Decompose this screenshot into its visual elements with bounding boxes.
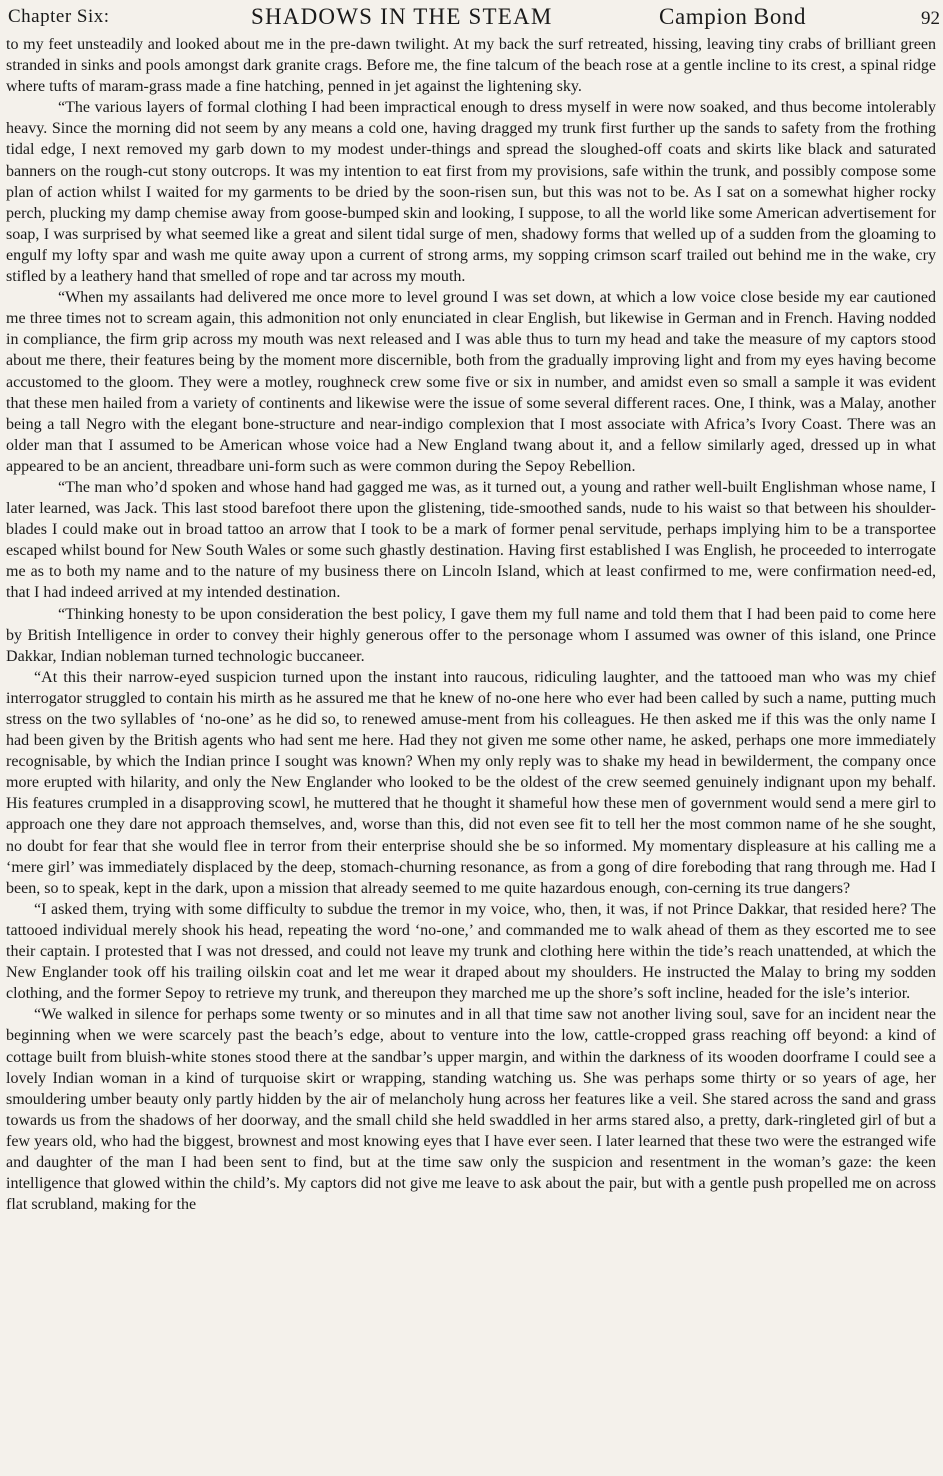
chapter-title: SHADOWS IN THE STEAM [251,4,553,29]
section-author: Campion Bond [659,4,807,29]
running-header [6,4,940,34]
paragraph: “We walked in silence for perhaps some twenty or so minutes and in all that time saw not another living soul, save for an incident near the beginning when we were scarcely past the beach’s edge, about to venture into the low, cattle-cropped grass reaching off beyond: a kind of cottage built from bluish-white stones stood there at the sandbar’s upper margin, and within the darkness of its wooden doorframe I could see a lovely Indian woman in a kind of turquoise skirt or wrapping, standing watching us. She was perhaps some thirty or so years of age, her smouldering umber beauty only partly hidden by the air of melancholy hung across her features like a veil. She stared across the sand and grass towards us from the shadows of her doorway, and the small child she held swaddled in her arms stared also, a pretty, dark-ringleted girl of but a few years old, who had the biggest, brownest and most knowing eyes that I have ever seen. I later learned that these two were the estranged wife and daughter of the man I had been sent to find, but at the time saw only the suspicion and resentment in the woman’s gaze: the keen intelligence that glowed within the child’s. My captors did not give me leave to ask about the pair, but with a gentle push propelled me on across flat scrubland, making for the [6,1006,936,1214]
page-number: 92 [921,8,940,29]
paragraph: “When my assailants had delivered me once more to level ground I was set down, at which a low voice close beside my ear cautioned me three times not to scream again, this admonition not only enunciated in clear English, but likewise in German and in French. Having nodded in compliance, the firm grip across my mouth was next released and I was able thus to turn my head and take the measure of my captors stood about me there, their features being by the moment more discernible, both from the gradually improving light and from my eyes having become accustomed to the gloom. They were a motley, roughneck crew some five or six in number, and amidst even so small a sample it was evident that these men hailed from a variety of continents and likewise were the issue of some several different races. One, I think, was a Malay, another being a tall Negro with the elegant bone-structure and near-indigo complexion that I most associate with Africa’s Ivory Coast. There was an older man that I assumed to be American whose voice had a New England twang about it, and a fellow similarly aged, dressed up in what appeared to be an ancient, threadbare uni-form such as were common during the Sepoy Rebellion. [6,289,936,475]
paragraph: “At this their narrow-eyed suspicion turned upon the instant into raucous, ridiculing laughter, and the tattooed man who was my chief interrogator struggled to contain his mirth as he assured me that he knew of no-one here who ever had been called by such a name, putting much stress on the two syllables of ‘no-one’ as he did so, to renewed amuse-ment from his colleagues. He then asked me if this was the only name I had been given by the British agents who had sent me here. Had they not given me some other name, he asked, perhaps one more immediately recognisable, by which the Indian prince I sought was known? When my only reply was to shake my head in bewilderment, the company once more erupted with hilarity, and only the New Englander who looked to be the oldest of the crew seemed genuinely indignant upon my behalf. His features crumpled in a disapproving scowl, he muttered that he thought it shameful how these men of government would send a mere girl to approach one they dare not approach themselves, and, worse than this, did not even see fit to tell her the most common name of he she sought, no doubt for fear that she would flee in terror from their enterprise should she be so informed. My momentary displeasure at his calling me a ‘mere girl’ was immediately displaced by the deep, stomach-churning resonance, as from a gong of dire foreboding that rang through me. Had I been, so to speak, kept in the dark, upon a mission that already seemed to me quite hazardous enough, con-cerning its true dangers? [6,668,936,897]
paragraph: “The various layers of formal clothing I had been impractical enough to dress myself in were now soaked, and thus become intolerably heavy. Since the morning did not seem by any means a cold one, having dragged my trunk first further up the sands to safety from the frothing tidal edge, I next removed my garb down to my modest under-things and spread the sloughed-off coats and skirts like black and saturated banners on the rough-cut stony outcrops. It was my intention to eat first from my provisions, safe within the trunk, and possibly compose some plan of action whilst I waited for my garments to be dried by the soon-risen sun, but this was not to be. As I sat on a somewhat higher rocky perch, plucking my damp chemise away from goose-bumped skin and looking, I suppose, to all the world like some American advertisement for soap, I was surprised by what seemed like a great and silent tidal surge of men, shadowy forms that welled up of a sudden from the gloaming to engulf my lofty spar and wash me quite away upon a current of strong arms, my sopping crimson scarf trailed out behind me in the wake, cry stifled by a leathery hand that smelled of rope and tar across my mouth. [6,99,936,286]
chapter-label: Chapter Six: [8,6,110,27]
paragraph: “Thinking honesty to be upon consideration the best policy, I gave them my full name and told them that I had been paid to come here by British Intelligence in order to convey their highly generous offer to the personage whom I assumed was owner of this island, one Prince Dakkar, Indian nobleman turned technologic buccaneer. [6,605,936,665]
paragraph: “I asked them, trying with some difficulty to subdue the tremor in my voice, who, then, it was, if not Prince Dakkar, that resided here? The tattooed individual merely shook his head, repeating the word ‘no-one,’ and commanded me to walk ahead of them as they escorted me to see their captain. I protested that I was not dressed, and could not leave my trunk and clothing here within the tide’s reach unattended, at which the New Englander took off his trailing oilskin coat and let me wear it draped about my shoulders. He instructed the Malay to bring my sodden clothing, and the former Sepoy to retrieve my trunk, and thereupon they marched me up the shore’s soft incline, headed for the isle’s interior. [6,900,936,1003]
paragraph: “The man who’d spoken and whose hand had gagged me was, as it turned out, a young and rather well-built Englishman whose name, I later learned, was Jack. This last stood barefoot there upon the glistening, tide-smoothed sands, nude to his waist so that between his shoulder-blades I could make out in broad tattoo an arrow that I took to be a mark of former penal servitude, perhaps implying him to be a transportee escaped whilst bound for New South Wales or some such ghastly destination. Having first established I was English, he proceeded to interrogate me as to both my name and to the nature of my business there on Lincoln Island, which at least confirmed to me, were confirmation need-ed, that I had indeed arrived at my intended destination. [6,478,936,602]
paragraph: to my feet unsteadily and looked about me in the pre-dawn twilight. At my back the surf retreated, hissing, leaving tiny crabs of brilliant green stranded in sinks and pools amongst dark granite crags. Before me, the fine talcum of the beach rose at a gentle incline to its crest, a spinal ridge where tufts of maram-grass made a fine hatching, penned in jet against the lightening sky. [6,36,936,96]
body-text [6,34,936,1472]
